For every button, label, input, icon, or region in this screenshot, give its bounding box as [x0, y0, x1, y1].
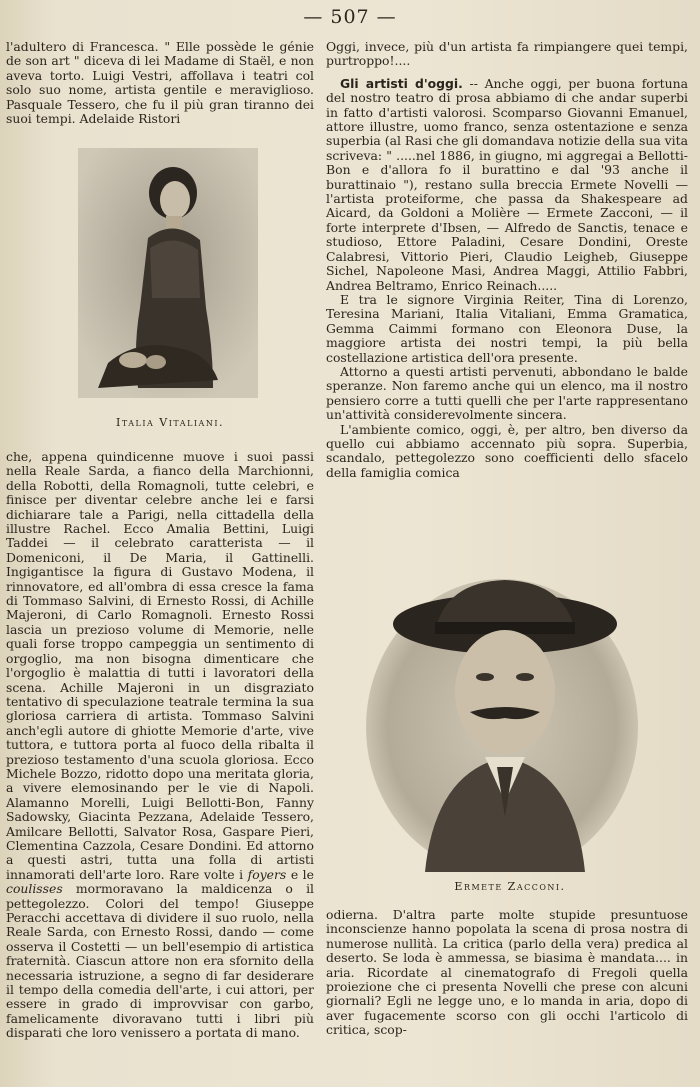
paragraph-oggi-invece: Oggi, invece, più d'un artista fa rimpiangere quei tempi, purtroppo!.... — [326, 39, 688, 69]
text-artisti-oggi: -- Anche oggi, per buona fortuna del nostro teatro di prosa abbiamo di che andar superbi in fatto d'artisti valorosi. Scomparso Giovanni Emanuel, attore illustre, uomo franco, senza ostentazione e senza superbia (al Rasi che gli domandava notizie della sua vita scriveva: " .....nel 1886, in giugno, mi aggregai a Bellotti-Bon e d'allora fo il burattino e dal '93 anche il burattinaio "), restano sulla breccia Ermete Novelli — l'artista proteiforme, che passa da Shakespeare ad Aicard, da Goldoni a Molière — Ermete Zacconi, — il forte interprete d'Ibsen, — Alfredo de Sanctis, tenace e studioso, Ettore Paladini, Cesare Dondini, Oreste Calabresi, Vittorio Pieri, Claudio Leigheb, Giuseppe Sichel, Napoleone Masi, Andrea Maggi, Attilio Fabbri, Andrea Beltramo, Enrico Reinach..... — [326, 75, 688, 293]
paragraph-signore: E tra le signore Virginia Reiter, Tina di Lorenzo, Teresina Mariani, Italia Vitaliani, Emma Gramatica, Gemma Caimmi formano con Eleonora Duse, la maggiore artista dei nostri tempi, la più bella costellazione artistica dell'ora presente. — [326, 291, 688, 365]
left-column-top — [6, 40, 314, 126]
text-maldicenza: mormoravano la maldicenza o il pettegolezzo. Colori del tempo! Giuseppe Peracchi accettava di dividere il suo ruolo, nella Reale Sarda, con Ernesto Rossi, dando — come osserva il Costetti — un bell'esempio di artistica fraternità. Ciascun attore non era sfornito della necessaria istruzione, a segno di far desiderare il tempo della comedia dell'arte, i cui attori, per essere in grado di improvvisar con garbo, famelicamente divoravano tutti i libri più disparati che loro venissero a portata di mano. — [6, 881, 314, 1041]
photo-italia-vitaliani — [78, 148, 258, 398]
photo-ermete-zacconi — [365, 572, 640, 872]
paragraph-adultero: l'adultero di Francesca. " Elle possède le génie de son art " diceva di lei Madame di Staël, e non aveva torto. Luigi Vestri, affollava i teatri col solo suo nome, artista gentile e meraviglioso. Pasquale Tessero, che fu il più gran tiranno dei suoi tempi. Adelaide Ristori — [6, 39, 314, 127]
left-column-bottom — [6, 450, 314, 1041]
text-reale-sarda: che, appena quindicenne muove i suoi passi nella Reale Sarda, a fianco della Marchionni, della Robotti, della Romagnoli, tutte celebri, e finisce per diventar celebre anche lei e farsi dichiarare tale a Parigi, nella cittadella della illustre Rachel. Ecco Amalia Bettini, Luigi Taddei — il celebrato caratterista — il Domeniconi, il De Maria, il Gattinelli. Ingigantisce la figura di Gustavo Modena, il rinnovatore, ed all'ombra di essa cresce la fama di Tommaso Salvini, di Ernesto Rossi, di Achille Majeroni, di Carlo Romagnoli. Ernesto Rossi lascia un prezioso volume di Memorie, nelle quali forse troppo campeggia un sentimento di orgoglio, ma non bisogna dimenticare che l'orgoglio è malattia di tutti i lavoratori della scena. Achille Majeroni in un disgraziato tentativo di speculazione teatrale termina la sua gloriosa carriera di artista. Tommaso Salvini anch'egli autore di ghiotte Memorie d'arte, vive tuttora, e tuttora porta al fuoco della ribalta il prezioso testamento d'una scuola gloriosa. Ecco Michele Bozzo, ridotto dopo una meritata gloria, a vivere elemosinando per le vie di Napoli. Alamanno Morelli, Luigi Bellotti-Bon, Fanny Sadowsky, Giacinta Pezzana, Adelaide Tessero, Amilcare Bellotti, Salvator Rosa, Gaspare Pieri, Clementina Cazzola, Cesare Dondini. Ed attorno a questi astri, tutta una folla di artisti innamorati dell'arte loro. Rare volte i — [6, 449, 314, 882]
caption-ermete-zacconi: Ermete Zacconi. — [454, 880, 566, 893]
text-e-le: e le — [286, 866, 314, 882]
right-column-top — [326, 40, 688, 480]
paragraph-artisti-oggi — [326, 77, 688, 293]
page-number: — 507 — — [303, 6, 397, 28]
paragraph-attorno: Attorno a questi artisti pervenuti, abbondano le balde speranze. Non faremo anche qui un elenco, ma il nostro pensiero corre a tutti quelli che per l'arte rappresentano un'attività considerevolmente sincera. — [326, 363, 688, 423]
text-coulisses: coulisses — [6, 881, 63, 897]
paragraph-reale-sarda — [6, 450, 314, 1041]
section-heading-artisti-oggi: Gli artisti d'oggi. — [340, 75, 463, 91]
caption-italia-vitaliani: Italia Vitaliani. — [116, 416, 224, 429]
text-foyers: foyers — [247, 866, 287, 882]
paragraph-odierna: odierna. D'altra parte molte stupide presuntuose inconscienze hanno popolata la scena di prosa nostra di numerose nullità. La critica (parlo della vera) predica al deserto. Se loda è ammessa, se biasima è mandata.... in aria. Ricordate al cinematografo di Fregoli quella proiezione che ci presenta Novelli che prese con alcuni giornali? Egli ne legge uno, e lo manda in aria, dopo di aver fugacemente scorso con gli occhi l'articolo di critica, scop- — [326, 907, 688, 1038]
paragraph-ambiente: L'ambiente comico, oggi, è, per altro, ben diverso da quello cui abbiamo accennato più sopra. Superbia, scandalo, pettegolezzo sono coefficienti dello sfacelo della famiglia comica — [326, 421, 688, 480]
right-column-bottom — [326, 908, 688, 1038]
